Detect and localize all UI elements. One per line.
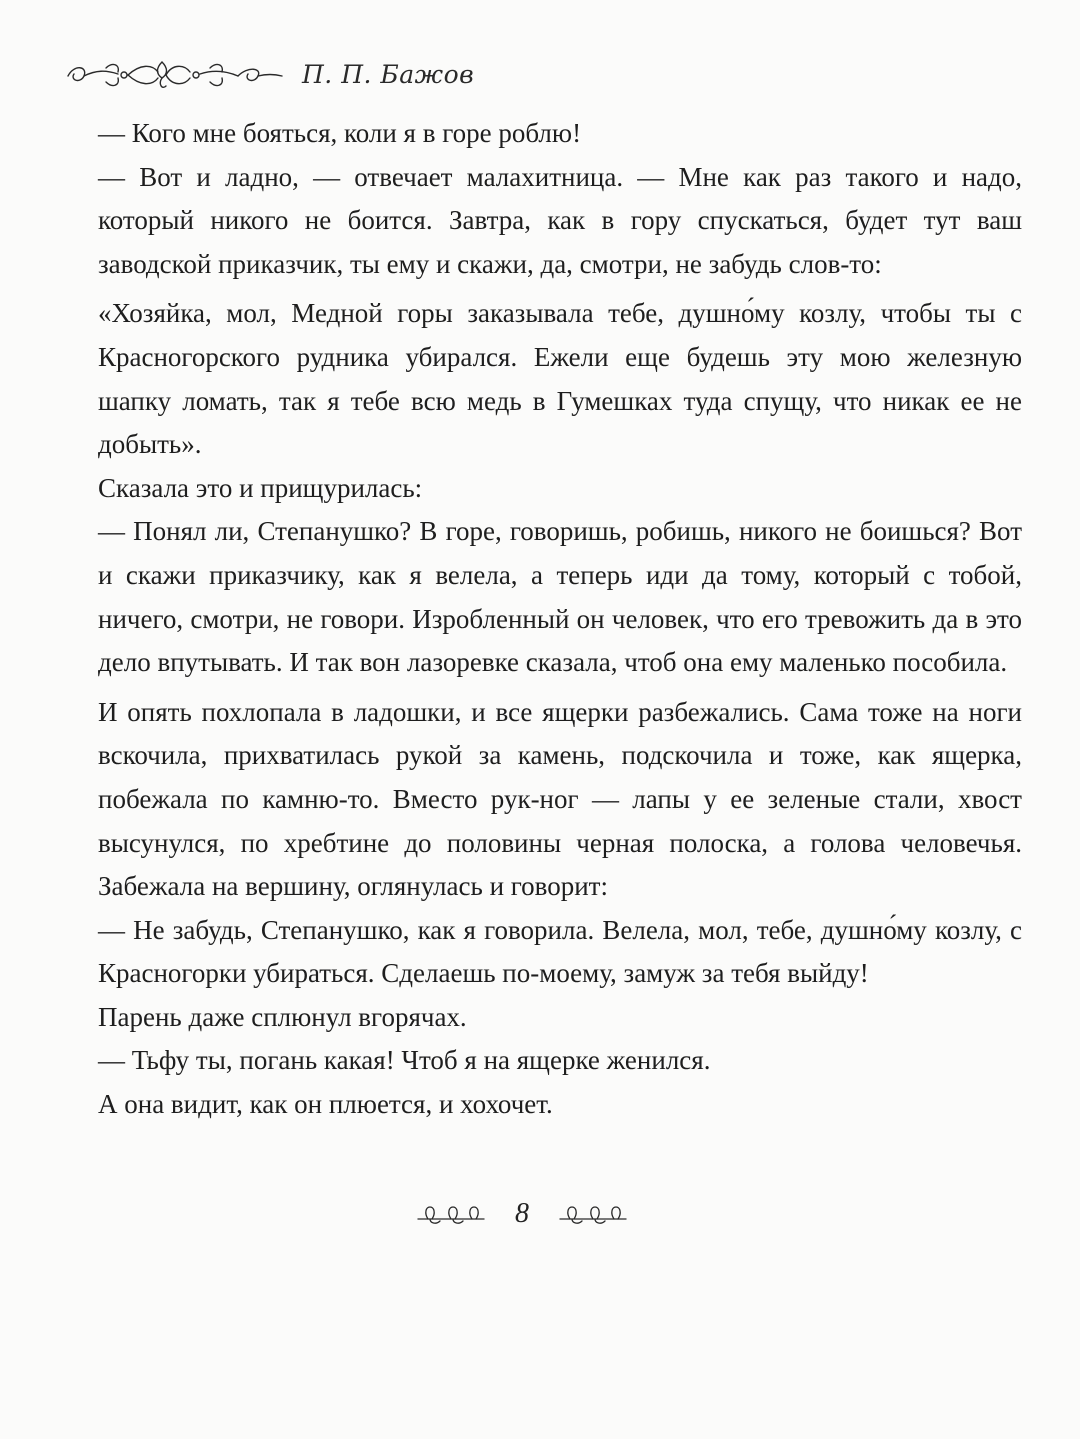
floral-trefoil-ornament-icon [558,1201,628,1227]
floral-trefoil-ornament-icon [416,1201,486,1227]
floral-scroll-ornament-icon [62,54,292,94]
paragraph: — Вот и ладно, — отвечает малахитница. — Мне как раз такого и надо, который никого не боится. Завтра, как в гору спускаться, будет тут ваш заводской приказчик, ты ему и скажи, да, смотри, не забудь слов-то: [98,161,1022,279]
paragraph: И опять похлопала в ладошки, и все ящерки разбежались. Сама тоже на ноги вскочила, прихватилась рукой за камень, подскочила и тоже, как ящерка, побежала по камню-то. Вместо рук-ног — лапы у ее зеленые стали, хвост высунулся, по хребтине до половины черная полоска, а голова человечья. Забежала на вершину, оглянулась и говорит: [98,696,1022,902]
paragraph: — Тьфу ты, погань какая! Чтоб я на ящерке женился. [98,1045,711,1076]
paragraph: «Хозяйка, мол, Медной горы заказывала тебе, душно́му козлу, чтобы ты с Красногорского рудника убирался. Ежели еще будешь эту мою железную шапку ломать, так я тебе всю медь в Гумешках туда спущу, что никак ее не добыть». [98,298,1022,460]
paragraph: А она видит, как он плюется, и хохочет. [98,1089,553,1120]
page-body-text [98,112,1022,1127]
paragraph: Сказала это и прищурилась: [98,472,423,503]
running-header [62,52,482,96]
page-footer [416,1194,628,1234]
paragraph: Парень даже сплюнул вгорячах. [98,1001,467,1032]
running-header-author: П. П. Бажов [302,59,475,89]
paragraph: — Кого мне бояться, коли я в горе роблю! [98,118,582,148]
paragraph: — Понял ли, Степанушко? В горе, говоришь, робишь, никого не боишься? Вот и скажи приказчику, как я велела, а теперь иди да тому, который с тобой, ничего, смотри, не говори. Изробленный он человек, что его тревожить да в это дело впутывать. И так вон лазоревке сказала, чтоб она ему маленько пособила. [98,516,1022,678]
paragraph: — Не забудь, Степанушко, как я говорила. Велела, мол, тебе, душно́му козлу, с Красногорки убираться. Сделаешь по-моему, замуж за тебя выйду! [98,914,1022,989]
page-number: 8 [515,1198,529,1229]
